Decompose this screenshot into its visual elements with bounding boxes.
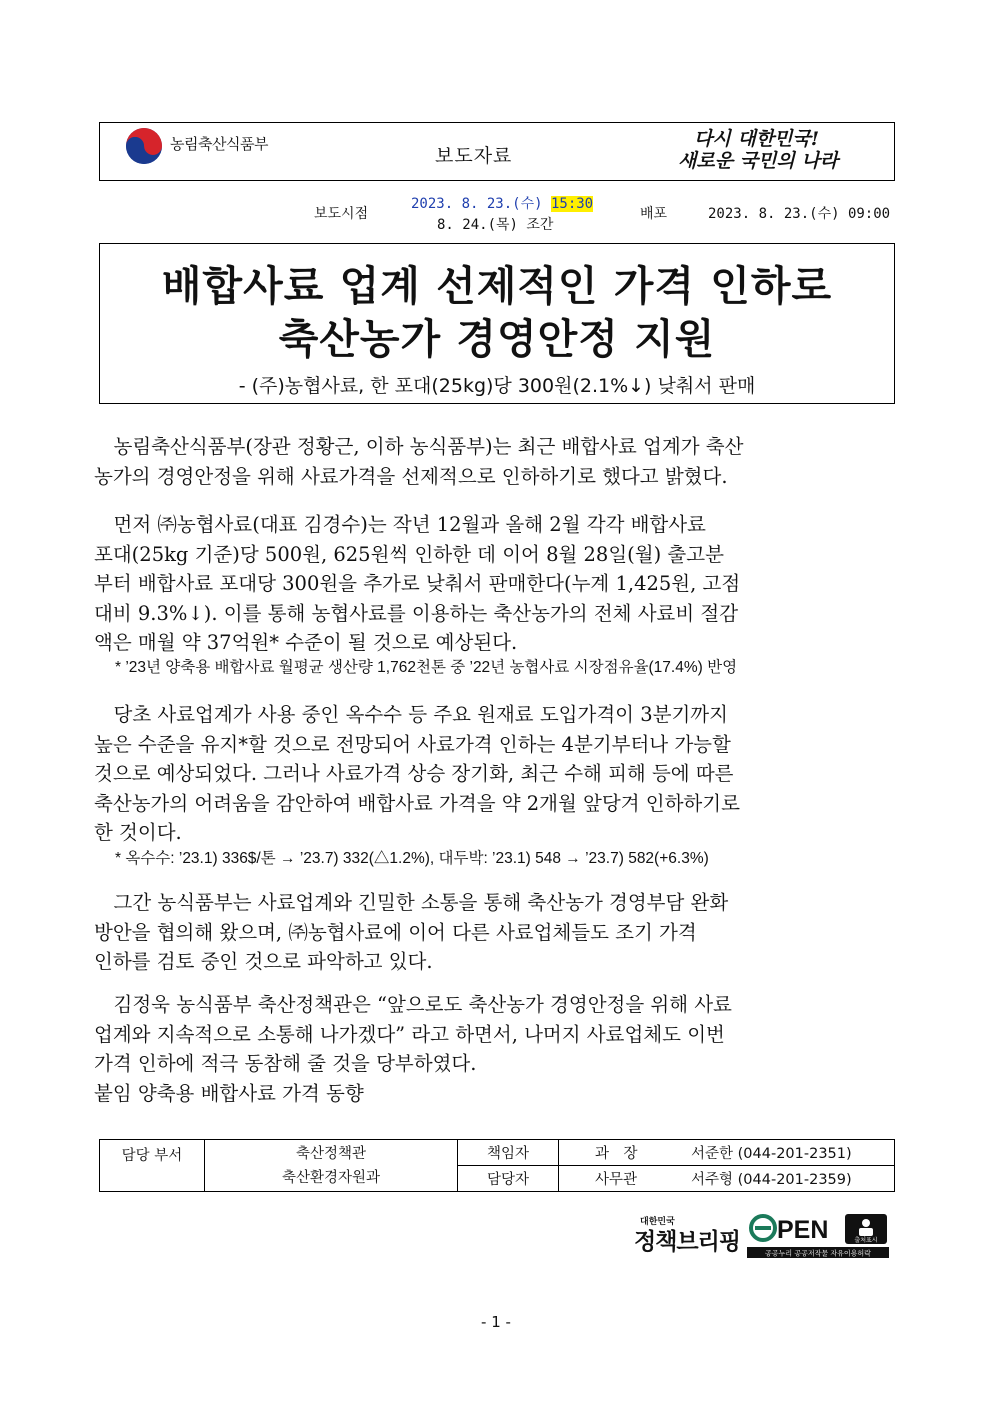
attachment-line: 붙임 양축용 배합사료 가격 동향	[94, 1081, 364, 1105]
slogan-line-1: 다시 대한민국!	[694, 128, 820, 150]
footnote-2: * 옥수수: ’23.1) 336$/톤 → ’23.7) 332(△1.2%), 대두박: ’23.1) 548 → ’23.7) 582(+6.3%)	[115, 850, 709, 867]
slogan-line-2: 새로운 국민의 나라	[678, 150, 839, 172]
paragraph-line: 액은 매월 약 37억원* 수준이 될 것으로 예상된다.	[94, 631, 518, 654]
paragraph-line: 농림축산식품부(장관 정황근, 이하 농식품부)는 최근 배합사료 업계가 축산	[94, 435, 744, 458]
paragraph-4	[94, 888, 900, 977]
person-contact: 서준한 (044-201-2351)	[691, 1146, 852, 1162]
open-sub-text: 공공누리 공공저작물 자유이용허락	[765, 1249, 871, 1258]
distribution-date: 2023. 8. 23.(수) 09:00	[708, 206, 891, 222]
distribution-label: 배포	[640, 206, 668, 222]
ministry-name: 농림축산식품부	[170, 135, 268, 153]
paragraph-line: 대비 9.3%↓). 이를 통해 농협사료를 이용하는 축산농가의 전체 사료비 절감	[94, 601, 739, 625]
paragraph-line: 인하를 검토 중인 것으로 파악하고 있다.	[94, 950, 433, 973]
dept-label-cell: 담당 부서	[100, 1140, 205, 1192]
government-emblem-icon	[124, 126, 164, 166]
paragraph-line: 김정욱 농식품부 축산정책관은 “앞으로도 축산농가 경영안정을 위해 사료	[94, 993, 732, 1016]
paragraph-line: 한 것이다.	[94, 821, 182, 844]
table-row	[100, 1140, 895, 1166]
paragraph-3	[94, 700, 900, 848]
dept-line-2: 축산환경자원과	[281, 1169, 381, 1186]
paragraph-line: 농가의 경영안정을 위해 사료가격을 선제적으로 인하하기로 했다고 밝혔다.	[94, 464, 728, 488]
paragraph-line: 당초 사료업계가 사용 중인 옥수수 등 주요 원재료 도입가격이 3분기까지	[94, 703, 728, 726]
open-badge-text: 출처표시	[854, 1237, 878, 1244]
paragraph-line: 축산농가의 어려움을 감안하여 배합사료 가격을 약 2개월 앞당겨 인하하기로	[94, 791, 740, 815]
release-time: 15:30	[550, 196, 594, 212]
headline-line-2: 축산농가 경영안정 지원	[278, 315, 716, 363]
release-date-text: 2023. 8. 23.(수)	[411, 196, 551, 212]
paragraph-line: 부터 배합사료 포대당 300원을 추가로 낮춰서 판매한다(누계 1,425원, 고점	[94, 572, 741, 595]
release-embargo: 8. 24.(목) 조간	[437, 217, 554, 233]
page-number: - 1 -	[481, 1313, 511, 1331]
paragraph-line: 가격 인하에 적극 동참해 줄 것을 당부하였다.	[94, 1052, 477, 1075]
paragraph-1	[94, 432, 900, 491]
briefing-logo-text	[634, 1223, 740, 1256]
dept-name-cell	[205, 1140, 458, 1192]
release-date	[411, 193, 593, 213]
person-contact: 서주형 (044-201-2359)	[691, 1172, 852, 1188]
person-title: 사무관	[595, 1172, 638, 1188]
role-cell: 담당자	[458, 1166, 559, 1192]
person-cell	[559, 1166, 895, 1192]
paragraph-5	[94, 990, 900, 1108]
role-cell: 책임자	[458, 1140, 559, 1166]
svg-text:PEN: PEN	[777, 1216, 829, 1244]
paragraph-line: 포대(25kg 기준)당 500원, 625원씩 인하한 데 이어 8월 28일(월) 출고분	[94, 542, 724, 566]
briefing-logo-small-text: 대한민국	[640, 1217, 675, 1227]
person-cell	[559, 1140, 895, 1166]
contact-table	[99, 1139, 895, 1192]
kogl-open-license-icon	[747, 1212, 889, 1258]
headline-line-1: 배합사료 업계 선제적인 가격 인하로	[161, 262, 833, 310]
paragraph-line: 방안을 협의해 왔으며, ㈜농협사료에 이어 다른 사료업체들도 조기 가격	[94, 920, 697, 944]
paragraph-line: 업계와 지속적으로 소통해 나가겠다” 라고 하면서, 나머지 사료업체도 이번	[94, 1022, 725, 1046]
paragraph-line: 먼저 ㈜농협사료(대표 김경수)는 작년 12월과 올해 2월 각각 배합사료	[94, 513, 706, 536]
briefing-logo-title: 정책브리핑	[634, 1229, 741, 1255]
person-title: 과 장	[595, 1146, 638, 1162]
dept-line-1: 축산정책관	[295, 1145, 367, 1162]
slogan	[672, 128, 862, 176]
footnote-1: * ’23년 양축용 배합사료 월평균 생산량 1,762천톤 중 ’22년 농협사료 시장점유율(17.4%) 반영	[115, 659, 738, 676]
release-label: 보도시점	[314, 206, 369, 222]
paragraph-line: 그간 농식품부는 사료업계와 긴밀한 소통을 통해 축산농가 경영부담 완화	[94, 891, 729, 914]
paragraph-line: 것으로 예상되었다. 그러나 사료가격 상승 장기화, 최근 수해 피해 등에 따른	[94, 762, 734, 785]
paragraph-2	[94, 510, 900, 658]
paragraph-line: 높은 수준을 유지*할 것으로 전망되어 사료가격 인하는 4분기부터나 가능할	[94, 732, 731, 756]
subheadline: - (주)농협사료, 한 포대(25kg)당 300원(2.1%↓) 낮춰서 판매	[238, 375, 756, 397]
document-type: 보도자료	[435, 145, 513, 167]
